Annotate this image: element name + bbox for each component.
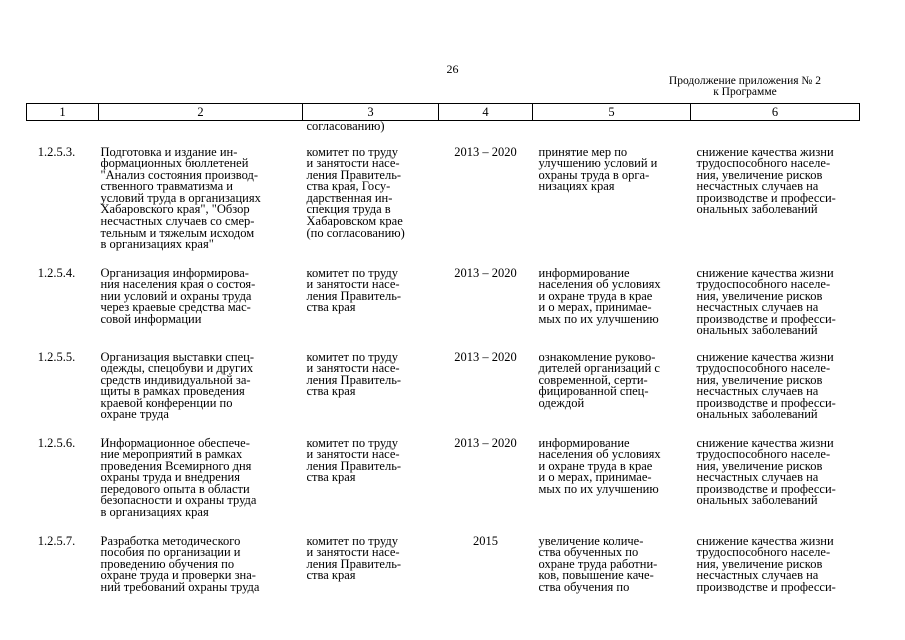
header-col-2: 2 [99, 104, 303, 121]
responsible-cell: комитет по труду и занятости насе- ления Правитель- ства края [306, 435, 402, 485]
row-number: 1.2.5.6. [37, 435, 76, 450]
activity-cell: Подготовка и издание ин- формационных бюллетеней "Анализ состояния производ- ственного травматизма и условий труда в организациях Хабаровского края", "Обзор несчастных случаев со смер- тельным и тяжелым исходом в организациях края" [100, 144, 261, 252]
effect-cell: снижение качества жизни трудоспособного населе- ния, увеличение рисков несчастных случаев на производстве и професси- ональных заболеваний [696, 144, 836, 217]
responsible-cell: комитет по труду и занятости насе- ления Правитель- ства края [306, 349, 402, 399]
responsible-cell: комитет по труду и занятости насе- ления Правитель- ства края [306, 533, 402, 583]
activity-cell: Разработка методического пособия по организации и проведению обучения по охране труда и проверки зна- ний требований охраны труда [100, 533, 260, 594]
effect-cell: снижение качества жизни трудоспособного населе- ния, увеличение рисков несчастных случаев на производстве и професси- ональных заболеваний [696, 349, 836, 422]
appendix-line-2: к Программе [713, 86, 777, 98]
result-cell: информирование населения об условиях и охране труда в крае и о мерах, принимае- мых по их улучшению [538, 435, 661, 496]
responsible-cell: комитет по труду и занятости насе- ления Правитель- ства края [306, 265, 402, 315]
result-cell: принятие мер по улучшению условий и охраны труда в орга- низациях края [538, 144, 658, 194]
period-cell: 2013 – 2020 [454, 435, 517, 450]
period-cell: 2015 [473, 533, 498, 548]
table-row [27, 536, 860, 598]
header-col-3: 3 [303, 104, 439, 121]
table-row [27, 438, 860, 536]
row-number: 1.2.5.4. [37, 265, 76, 280]
header-row [27, 104, 860, 121]
continuation-text: согласованию) [306, 119, 385, 133]
row-number: 1.2.5.7. [37, 533, 76, 548]
continuation-row [27, 121, 860, 147]
activity-cell: Организация выставки спец- одежды, спецобуви и других средств индивидуальной за- щиты в рамках проведения краевой конференции по охране труда [100, 349, 255, 422]
result-cell: информирование населения об условиях и охране труда в крае и о мерах, принимае- мых по их улучшению [538, 265, 661, 326]
table-row [27, 147, 860, 268]
table-row [27, 352, 860, 438]
period-cell: 2013 – 2020 [454, 349, 517, 364]
header-col-1: 1 [27, 104, 99, 121]
period-cell: 2013 – 2020 [454, 265, 517, 280]
table-body [27, 121, 860, 598]
period-cell: 2013 – 2020 [454, 144, 517, 159]
result-cell: увеличение количе- ства обученных по охране труда работни- ков, повышение каче- ства обучения по [538, 533, 658, 594]
header-col-4: 4 [439, 104, 533, 121]
responsible-cell: комитет по труду и занятости насе- ления Правитель- ства края, Госу- дарственная ин- спекция труда в Хабаровском крае (по согласованию) [306, 144, 405, 240]
activity-cell: Информационное обеспече- ние мероприятий в рамках проведения Всемирного дня охраны труда и внедрения передового опыта в области безопасности и охраны труда в организациях края [100, 435, 257, 520]
activity-cell: Организация информирова- ния населения края о состоя- нии условий и охраны труда через краевые средства мас- совой информации [100, 265, 256, 326]
row-number: 1.2.5.3. [37, 144, 76, 159]
effect-cell: снижение качества жизни трудоспособного населе- ния, увеличение рисков несчастных случаев на производстве и професси- ональных заболеваний [696, 435, 836, 508]
table-header [27, 104, 860, 121]
appendix-line-1: Продолжение приложения № 2 [668, 75, 821, 87]
effect-cell: снижение качества жизни трудоспособного населе- ния, увеличение рисков несчастных случаев на производстве и професси- [696, 533, 836, 594]
header-col-6: 6 [691, 104, 860, 121]
table-row [27, 268, 860, 352]
effect-cell: снижение качества жизни трудоспособного населе- ния, увеличение рисков несчастных случаев на производстве и професси- ональных заболеваний [696, 265, 836, 338]
row-number: 1.2.5.5. [37, 349, 76, 364]
header-col-5: 5 [533, 104, 691, 121]
appendix-caption [669, 76, 821, 98]
result-cell: ознакомление руково- дителей организаций с современной, серти- фицированной спец- одеждой [538, 349, 660, 410]
page-number: 26 [446, 62, 459, 76]
program-table [26, 103, 860, 598]
